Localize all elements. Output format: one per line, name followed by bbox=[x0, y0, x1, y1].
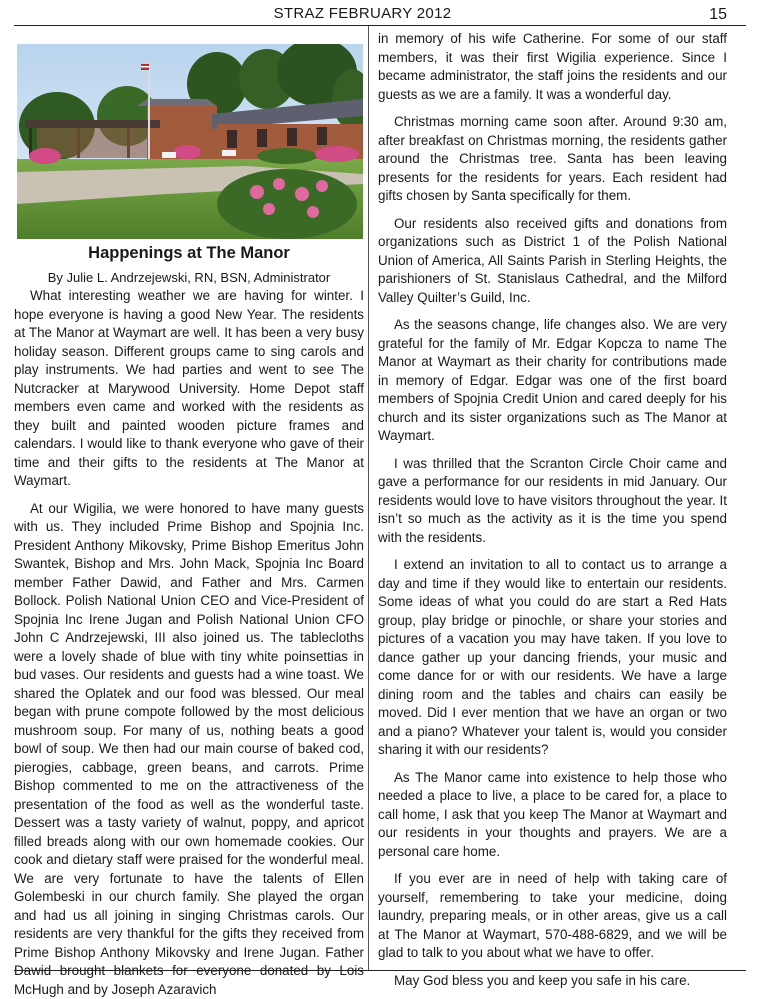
article-paragraph: I extend an invitation to all to contact us to arrange a day and time if they would like to entertain our residents. Some ideas of what you could do are start a Red Hats group, play bridge or pinochle, or share your stories and pictures of a vacation you may have taken. If you love to dance gather up your dancing friends, your music and come dance for or with our residents. We have a large dining room and the tables and chairs can easily be moved. Did I ever mention that we have an organ or two and a piano? Whatever your talent is, would you consider sharing it with our residents? bbox=[378, 556, 727, 760]
article-paragraph: As The Manor came into existence to help those who needed a place to live, a place to be cared for, a place to call home, I ask that you keep The Manor at Waymart and our residents in your thoughts and prayers. We are a personal care home. bbox=[378, 769, 727, 862]
left-column bbox=[14, 244, 364, 999]
manor-photo-icon bbox=[17, 44, 363, 239]
article-paragraph: If you ever are in need of help with taking care of yourself, remembering to take your medicine, doing laundry, preparing meals, or in other areas, give us a call at The Manor at Waymart, 570-488-6829, and we will be glad to talk to you about what we have to offer. bbox=[378, 870, 727, 963]
footer-rule bbox=[14, 970, 746, 971]
column-divider bbox=[368, 26, 369, 970]
article-paragraph: Our residents also received gifts and donations from organizations such as District 1 of the Polish National Union of America, All Saints Parish in Sterling Heights, the parishioners of St. Stanislaus Cathedral, and the Milford Valley Quilter’s Guild, Inc. bbox=[378, 215, 727, 308]
article-paragraph: What interesting weather we are having for winter. I hope everyone is having a good New Year. The residents at The Manor at Waymart are well. It has been a very busy holiday season. Different groups came to sing carols and play instruments. We had parties and went to see The Nutcracker at Marywood University. Home Depot staff members even came and worked with the residents as they built and painted wooden picture frames and calendars. I would like to thank everyone who gave of their time and their gifts to the residents at The Manor at Waymart. bbox=[14, 287, 364, 491]
article-paragraph: I was thrilled that the Scranton Circle Choir came and gave a performance for our residents in mid January. Our residents would love to have visitors throughout the year. It isn’t so much as the activity as it is the time you spend with the residents. bbox=[378, 455, 727, 548]
article-paragraph: At our Wigilia, we were honored to have many guests with us. They included Prime Bishop and Spojnia Inc. President Anthony Mikovsky, Prime Bishop Emeritus John Swantek, Bishop and Mrs. John Mack, Spojnia Inc Board member Father Dawid, and Father and Mrs. Carmen Bollock. Polish National Union CEO and Vice-President of Spojnia Inc Irene Jugan and Polish National Union CFO John C Andrzejewski, III also joined us. The tablecloths were a lovely shade of blue with tiny white poinsettias in bud vases. Our residents and guests had a wine toast. We shared the Oplatek and our food was blessed. Our meal began with prune compote followed by the most delicious mushroom soup. For many of us, nothing beats a good bowl of soup. We then had our main course of baked cod, pierogies, cabbage, green beans, and carrots. Prime Bishop commented to me on the attractiveness of the presentation of the food as well as the wonderful taste. Dessert was a tasty variety of walnut, poppy, and apricot filled breads along with our own homemade cookies. Our cook and dietary staff were praised for the wonderful meal. We are very fortunate to have the talents of Ellen Golembeski in our church family. She played the organ and had us all joining in singing Christmas carols. Our residents are very thankful for the gifts they received from Prime Bishop Anthony Mikovsky and Irene Jugan. Father Dawid brought blankets for everyone donated by Lois McHugh and by Joseph Azaravich bbox=[14, 500, 364, 999]
header-rule bbox=[14, 25, 746, 26]
publication-header: STRAZ FEBRUARY 2012 bbox=[0, 5, 725, 22]
article-paragraph: Christmas morning came soon after. Around 9:30 am, after breakfast on Christmas morning, the residents gather around the Christmas tree. Santa has been leaving presents for the residents for years. Each resident had gifts chosen by Santa specifically for them. bbox=[378, 113, 727, 206]
article-paragraph: in memory of his wife Catherine. For some of our staff members, it was their first Wigilia experience. Since I became administrator, the staff joins the residents and our guests as we are a family. It was a wonderful day. bbox=[378, 30, 727, 104]
right-column bbox=[378, 30, 727, 990]
article-paragraph: As the seasons change, life changes also. We are very grateful for the family of Mr. Edgar Kopcza to name The Manor at Waymart as their charity for contributions made in memory of Edgar. Edgar was one of the first board members of Spojnia Credit Union and cared deeply for his church and its sister organizations such as The Manor at Waymart. bbox=[378, 316, 727, 446]
article-title: Happenings at The Manor bbox=[14, 244, 364, 263]
byline: By Julie L. Andrzejewski, RN, BSN, Administrator bbox=[14, 269, 364, 287]
page-number: 15 bbox=[709, 6, 727, 24]
article-paragraph: May God bless you and keep you safe in his care. bbox=[378, 972, 727, 991]
